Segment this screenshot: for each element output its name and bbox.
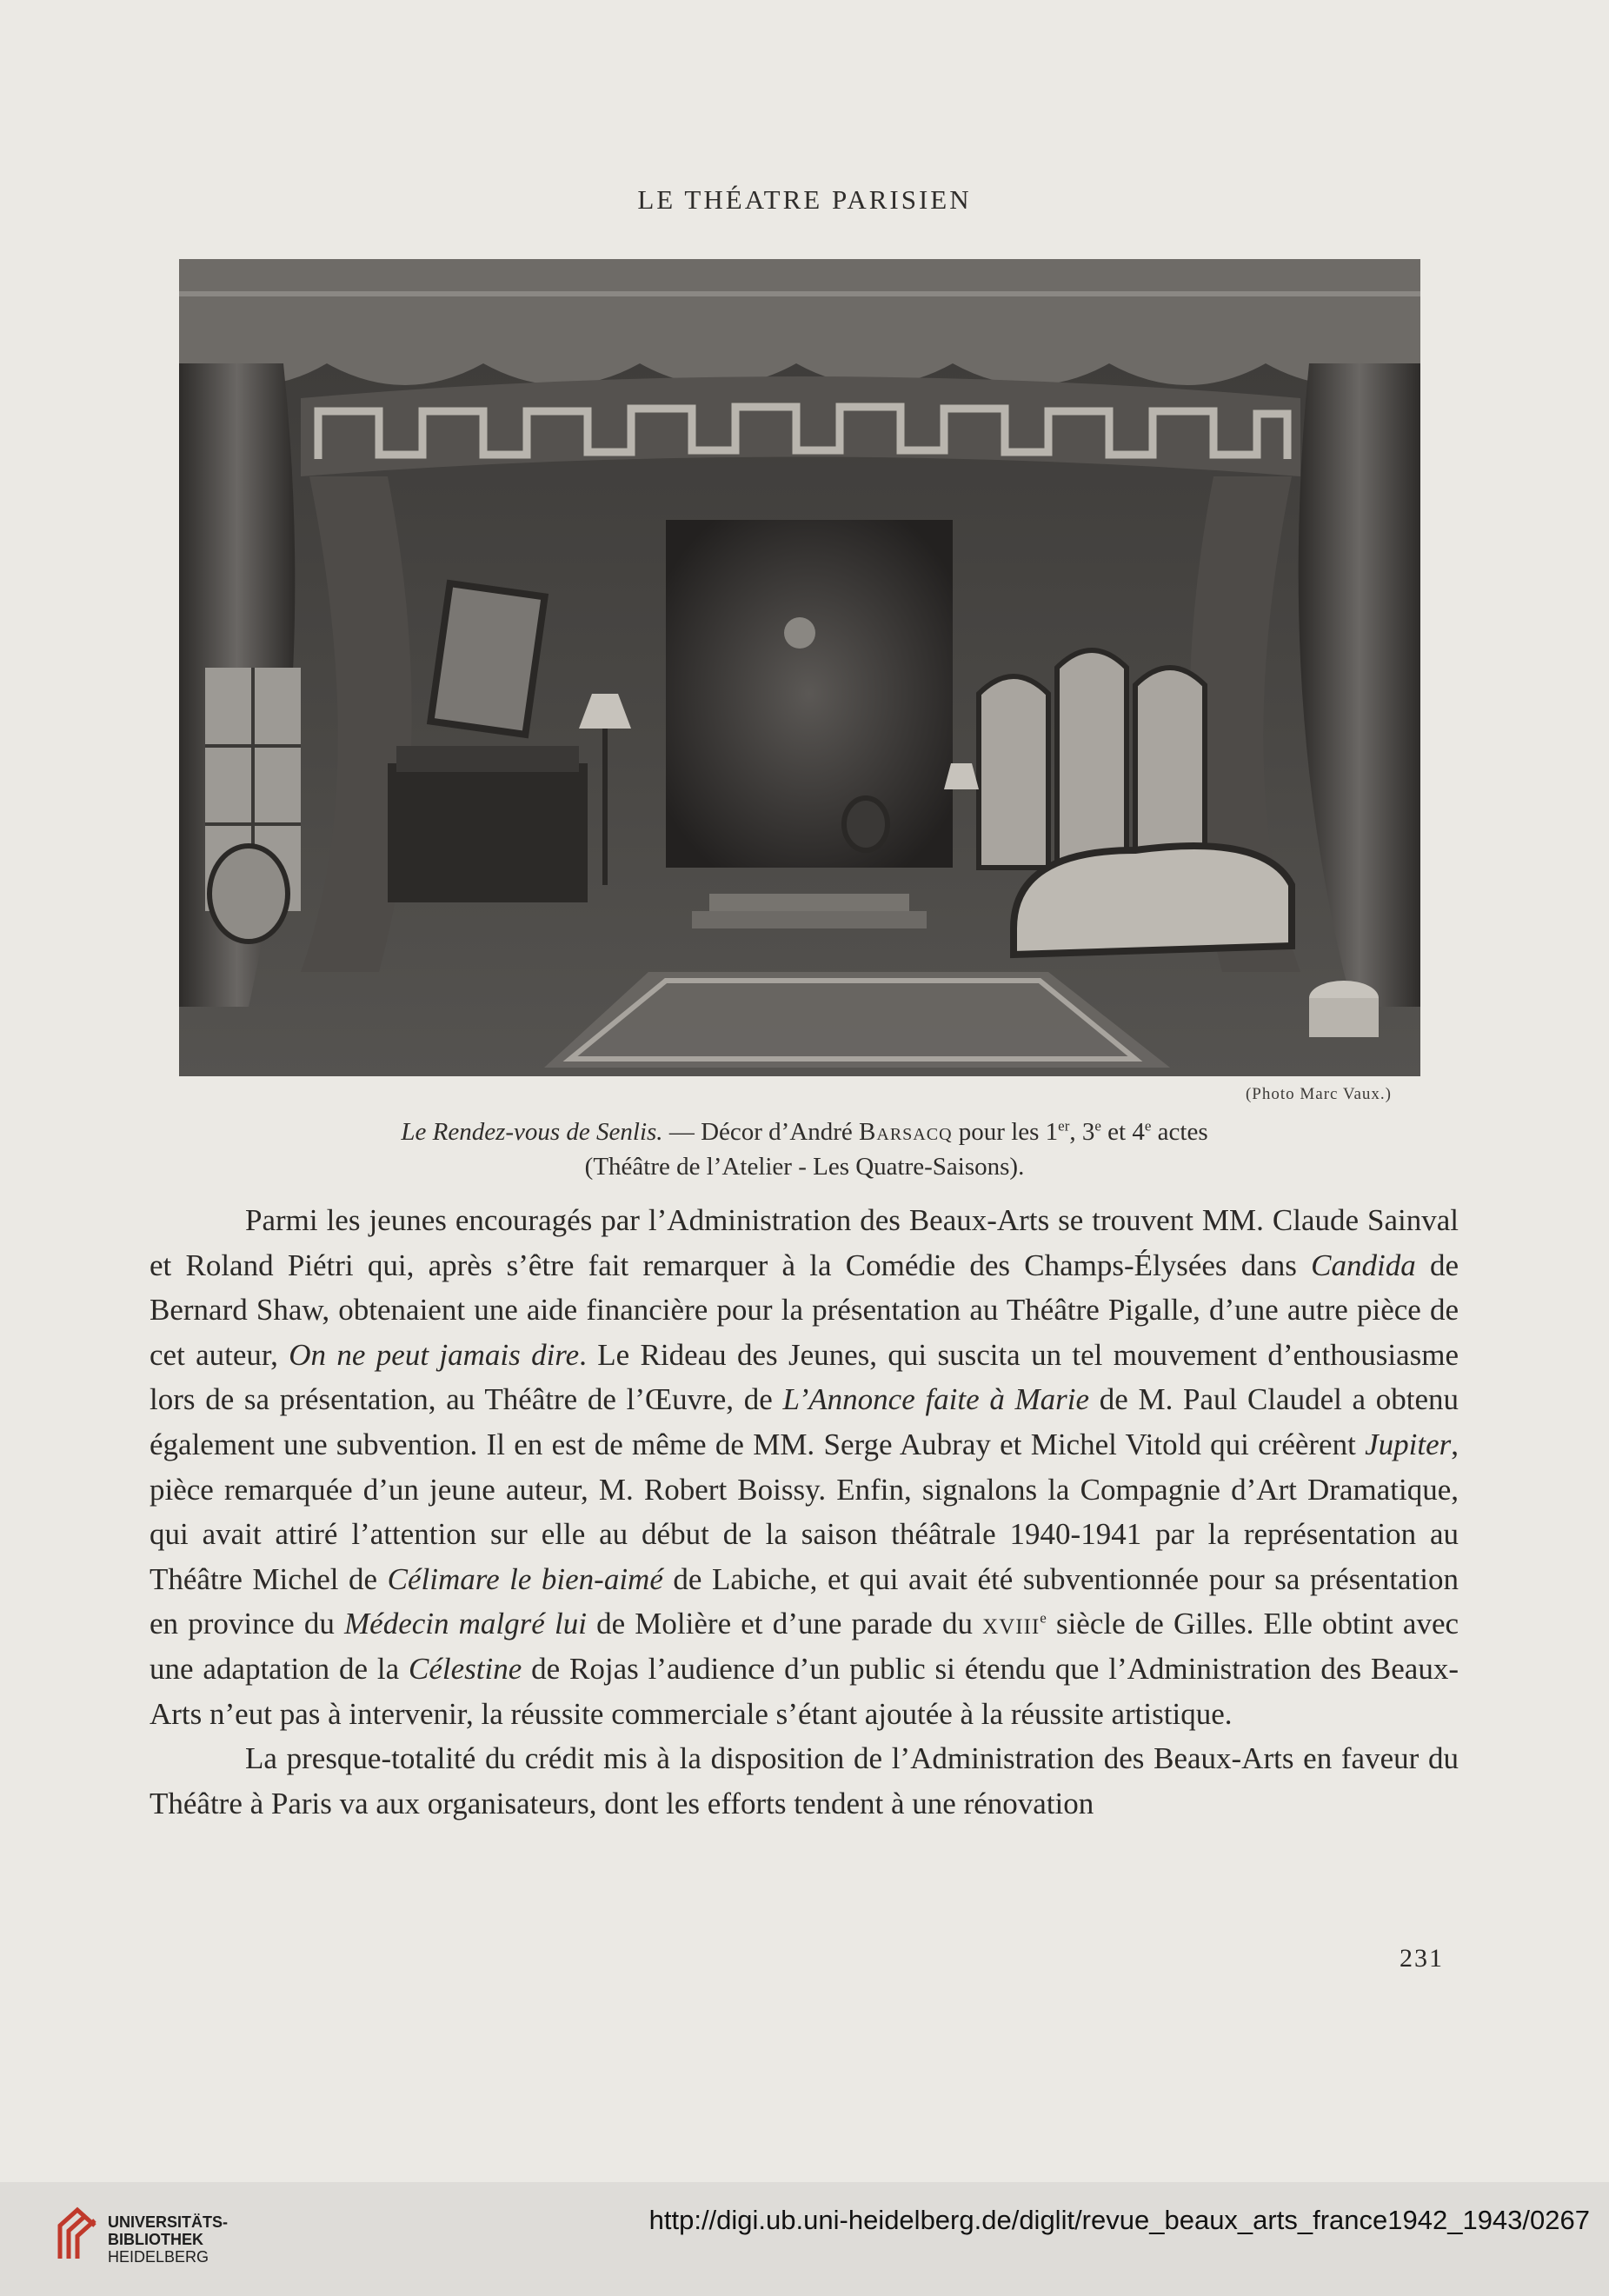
text-run: de Bernard Shaw, obtenaient une aide financière pour la présentation au Théâtre Pigalle, d’une autre pièce de cet auteur, xyxy=(150,1248,1459,1372)
work-title: On ne peut jamais dire xyxy=(289,1337,580,1372)
work-title: L’Annonce faite à Marie xyxy=(782,1382,1090,1417)
caption-text: actes xyxy=(1151,1118,1208,1146)
paragraph xyxy=(150,1198,1459,1736)
page-number: 231 xyxy=(1400,1944,1444,1973)
text-run: . Le Rideau des Jeunes, qui suscita un tel mouvement d’enthousiasme lors de sa présentation, au Théâtre de l’Œuvre, de xyxy=(150,1337,1459,1417)
century-sup: e xyxy=(1040,1609,1047,1627)
text-run: siècle de Gilles. Elle obtint avec une adaptation de la xyxy=(150,1607,1459,1686)
work-title: Célimare le bien-aimé xyxy=(387,1561,663,1596)
work-title: Jupiter xyxy=(1365,1427,1452,1461)
library-name xyxy=(108,2213,228,2266)
stage-set-photograph xyxy=(179,259,1420,1076)
work-title: Médecin malgré lui xyxy=(344,1607,587,1641)
text-run: de Rojas l’audience d’un public si étendu que l’Administration des Beaux-Arts n’eut pas à intervenir, la réussite commerciale s’étant ajoutée à la réussite artistique. xyxy=(150,1651,1459,1731)
caption-text: , 3 xyxy=(1069,1118,1095,1146)
text-run: Parmi les jeunes encouragés par l’Administration des Beaux-Arts se trouvent MM. Claude Sainval et Roland Piétri qui, après s’être fait remarquer à la Comédie des Champs-Élysées dans xyxy=(150,1203,1459,1282)
stage-set-illustration xyxy=(179,259,1420,1076)
article-body xyxy=(150,1198,1459,1826)
figure-caption-line-2: (Théâtre de l’Atelier - Les Quatre-Saisons). xyxy=(584,1153,1025,1181)
library-name-line: UNIVERSITÄTS- xyxy=(108,2213,229,2231)
library-logo-icon xyxy=(56,2206,99,2262)
digitization-footer xyxy=(0,2182,1609,2296)
library-name-line: HEIDELBERG xyxy=(108,2248,209,2266)
paragraph: La presque-totalité du crédit mis à la disposition de l’Administration des Beaux-Arts en faveur du Théâtre à Paris va aux organisateurs, dont les efforts tendent à une rénovation xyxy=(150,1741,1459,1820)
caption-designer: Barsacq xyxy=(859,1118,953,1146)
work-title: Candida xyxy=(1311,1248,1416,1282)
caption-play-title: Le Rendez-vous de Senlis. xyxy=(401,1118,663,1146)
text-run: de Labiche, et qui avait été subventionnée pour sa présentation en province du xyxy=(150,1561,1459,1641)
century-numeral: xviii xyxy=(982,1607,1041,1641)
figure-caption xyxy=(0,1118,1609,1147)
caption-sup: e xyxy=(1144,1117,1152,1135)
source-url-link[interactable]: http://digi.ub.uni-heidelberg.de/diglit/revue_beaux_arts_france1942_1943/0267 xyxy=(648,2205,1590,2235)
text-run: , pièce remarquée d’un jeune auteur, M. Robert Boissy. Enfin, signalons la Compagnie d’Art Dramatique, qui avait attiré l’attention sur elle au début de la saison théâtrale 1940-1941 par la représentation au Théâtre Michel de xyxy=(150,1427,1459,1596)
caption-sup: e xyxy=(1094,1117,1101,1135)
caption-text: et 4 xyxy=(1100,1118,1145,1146)
text-run: de M. Paul Claudel a obtenu également une subvention. Il en est de même de MM. Serge Aubray et Michel Vitold qui créèrent xyxy=(150,1382,1459,1461)
running-title: LE THÉATRE PARISIEN xyxy=(637,184,972,215)
text-run: de Molière et d’une parade du xyxy=(586,1607,983,1641)
caption-text: pour les 1 xyxy=(952,1118,1059,1146)
library-name-line: BIBLIOTHEK xyxy=(108,2231,203,2248)
work-title: Célestine xyxy=(409,1651,522,1686)
caption-sup: er xyxy=(1058,1117,1070,1135)
photo-credit: (Photo Marc Vaux.) xyxy=(1245,1085,1392,1103)
caption-text: — Décor d’André xyxy=(662,1118,860,1146)
